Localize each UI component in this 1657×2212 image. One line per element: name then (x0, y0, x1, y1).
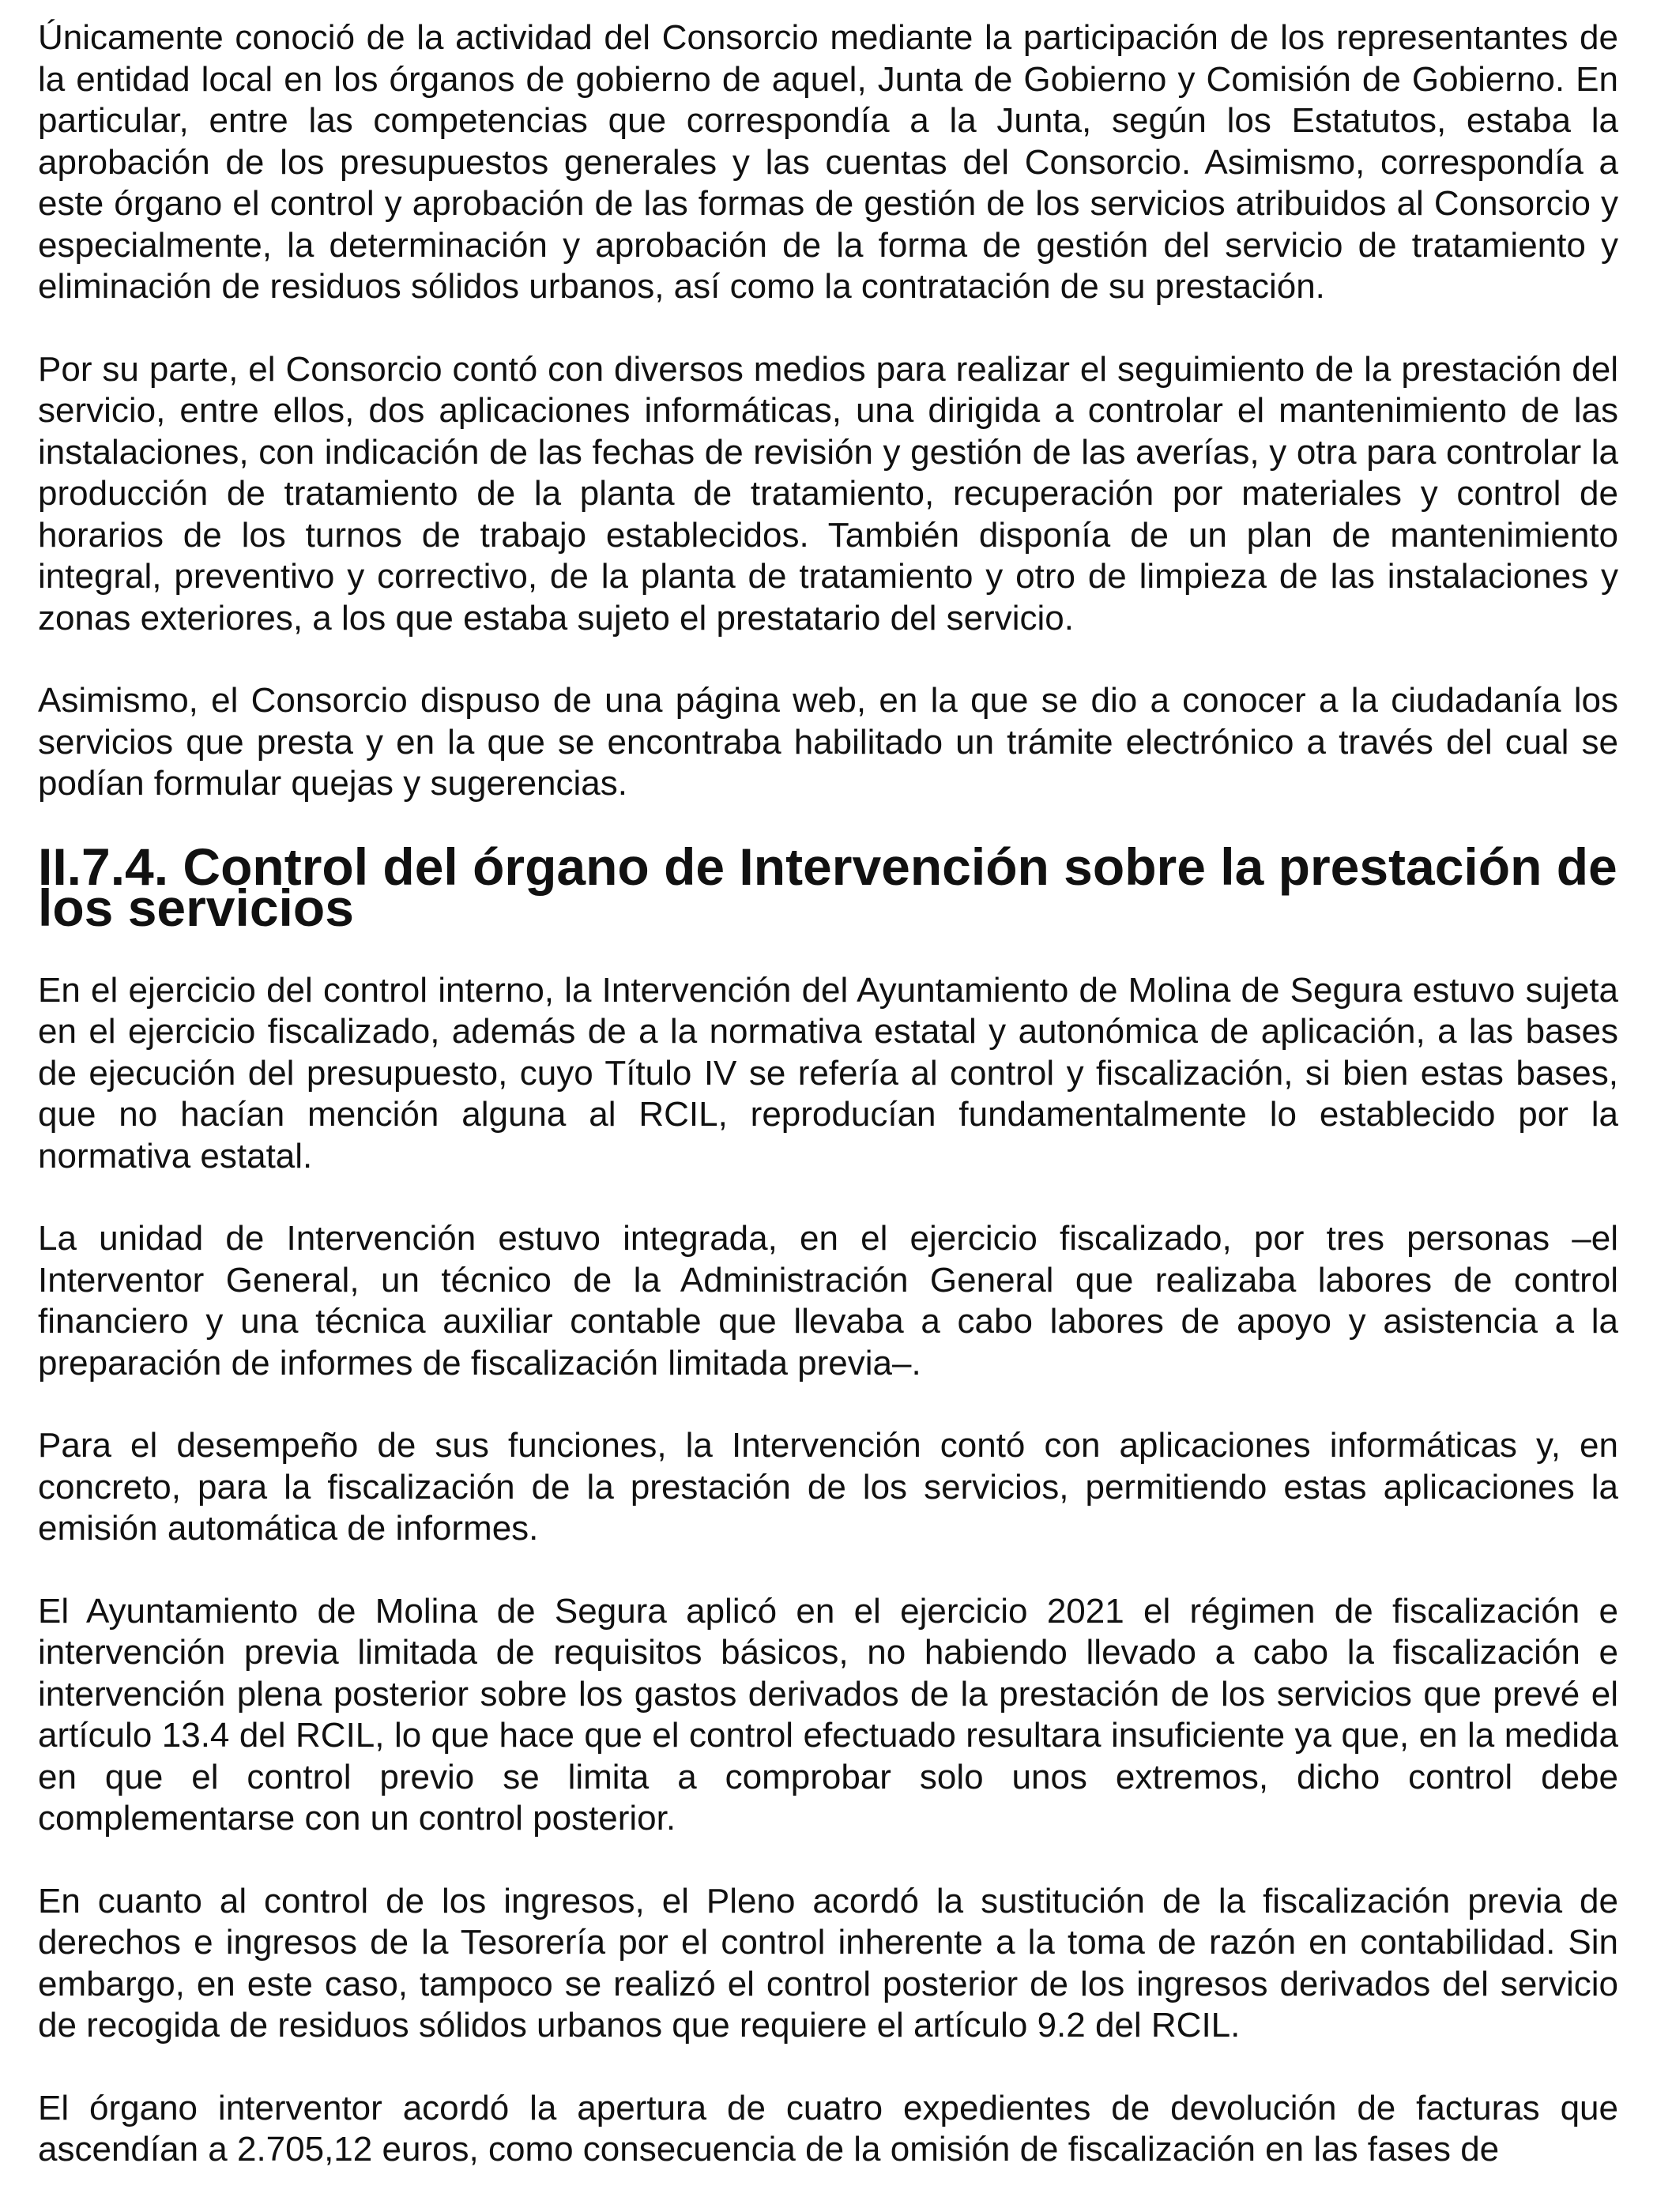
paragraph-control-interno: En el ejercicio del control interno, la Intervención del Ayuntamiento de Molina de Segura estuvo sujeta en el ejercicio fiscalizado, además de a la normativa estatal y autonómica de aplicación, a las bases de ejecución del presupuesto, cuyo Título IV se refería al control y fiscalización, si bien estas bases, que no hacían mención alguna al RCIL, reproducían fundamentalmente lo establecido por la normativa estatal. (38, 970, 1618, 1176)
paragraph-consorcio-medios: Por su parte, el Consorcio contó con diversos medios para realizar el seguimiento de la prestación del servicio, entre ellos, dos aplicaciones informáticas, una dirigida a controlar el mantenimiento de las instalaciones, con indicación de las fechas de revisión y gestión de las averías, y otra para controlar la producción de tratamiento de la planta de tratamiento, recuperación por materiales y control de horarios de los turnos de trabajo establecidos. También disponía de un plan de mantenimiento integral, preventivo y correctivo, de la planta de tratamiento y otro de limpieza de las instalaciones y zonas exteriores, a los que estaba sujeto el prestatario del servicio. (38, 349, 1618, 638)
paragraph-junta-competencias: Únicamente conoció de la actividad del Consorcio mediante la participación de los representantes de la entidad local en los órganos de gobierno de aquel, Junta de Gobierno y Comisión de Gobierno. En particular, entre las competencias que correspondía a la Junta, según los Estatutos, estaba la aprobación de los presupuestos generales y las cuentas del Consorcio. Asimismo, correspondía a este órgano el control y aprobación de las formas de gestión de los servicios atribuidos al Consorcio y especialmente, la determinación y aprobación de la forma de gestión del servicio de tratamiento y eliminación de residuos sólidos urbanos, así como la contratación de su prestación. (38, 18, 1618, 306)
paragraph-devolucion-facturas: El órgano interventor acordó la apertura de cuatro expedientes de devolución de facturas que ascendían a 2.705,12 euros, como consecuencia de la omisión de fiscalización en las fases de (38, 2088, 1618, 2169)
paragraph-consorcio-web: Asimismo, el Consorcio dispuso de una página web, en la que se dio a conocer a la ciudadanía los servicios que presta y en la que se encontraba habilitado un trámite electrónico a través del cual se podían formular quejas y sugerencias. (38, 681, 1618, 803)
paragraph-control-ingresos: En cuanto al control de los ingresos, el Pleno acordó la sustitución de la fiscalización previa de derechos e ingresos de la Tesorería por el control inherente a la toma de razón en contabilidad. Sin embargo, en este caso, tampoco se realizó el control posterior de los ingresos derivados del servicio de recogida de residuos sólidos urbanos que requiere el artículo 9.2 del RCIL. (38, 1881, 1618, 2045)
paragraph-unidad-intervencion: La unidad de Intervención estuvo integrada, en el ejercicio fiscalizado, por tres personas –el Interventor General, un técnico de la Administración General que realizaba labores de control financiero y una técnica auxiliar contable que llevaba a cabo labores de apoyo y asistencia a la preparación de informes de fiscalización limitada previa–. (38, 1219, 1618, 1382)
paragraph-aplicaciones-informaticas: Para el desempeño de sus funciones, la Intervención contó con aplicaciones informáticas y, en concreto, para la fiscalización de la prestación de los servicios, permitiendo estas aplicaciones la emisión automática de informes. (38, 1426, 1618, 1548)
paragraph-regimen-fiscalizacion: El Ayuntamiento de Molina de Segura aplicó en el ejercicio 2021 el régimen de fiscalización e intervención previa limitada de requisitos básicos, no habiendo llevado a cabo la fiscalización e intervención plena posterior sobre los gastos derivados de la prestación de los servicios que prevé el artículo 13.4 del RCIL, lo que hace que el control efectuado resultara insuficiente ya que, en la medida en que el control previo se limita a comprobar solo unos extremos, dicho control debe complementarse con un control posterior. (38, 1591, 1618, 1838)
section-heading: II.7.4. Control del órgano de Intervención sobre la prestación de los servicios (38, 837, 1617, 937)
document-page (38, 17, 1618, 2212)
